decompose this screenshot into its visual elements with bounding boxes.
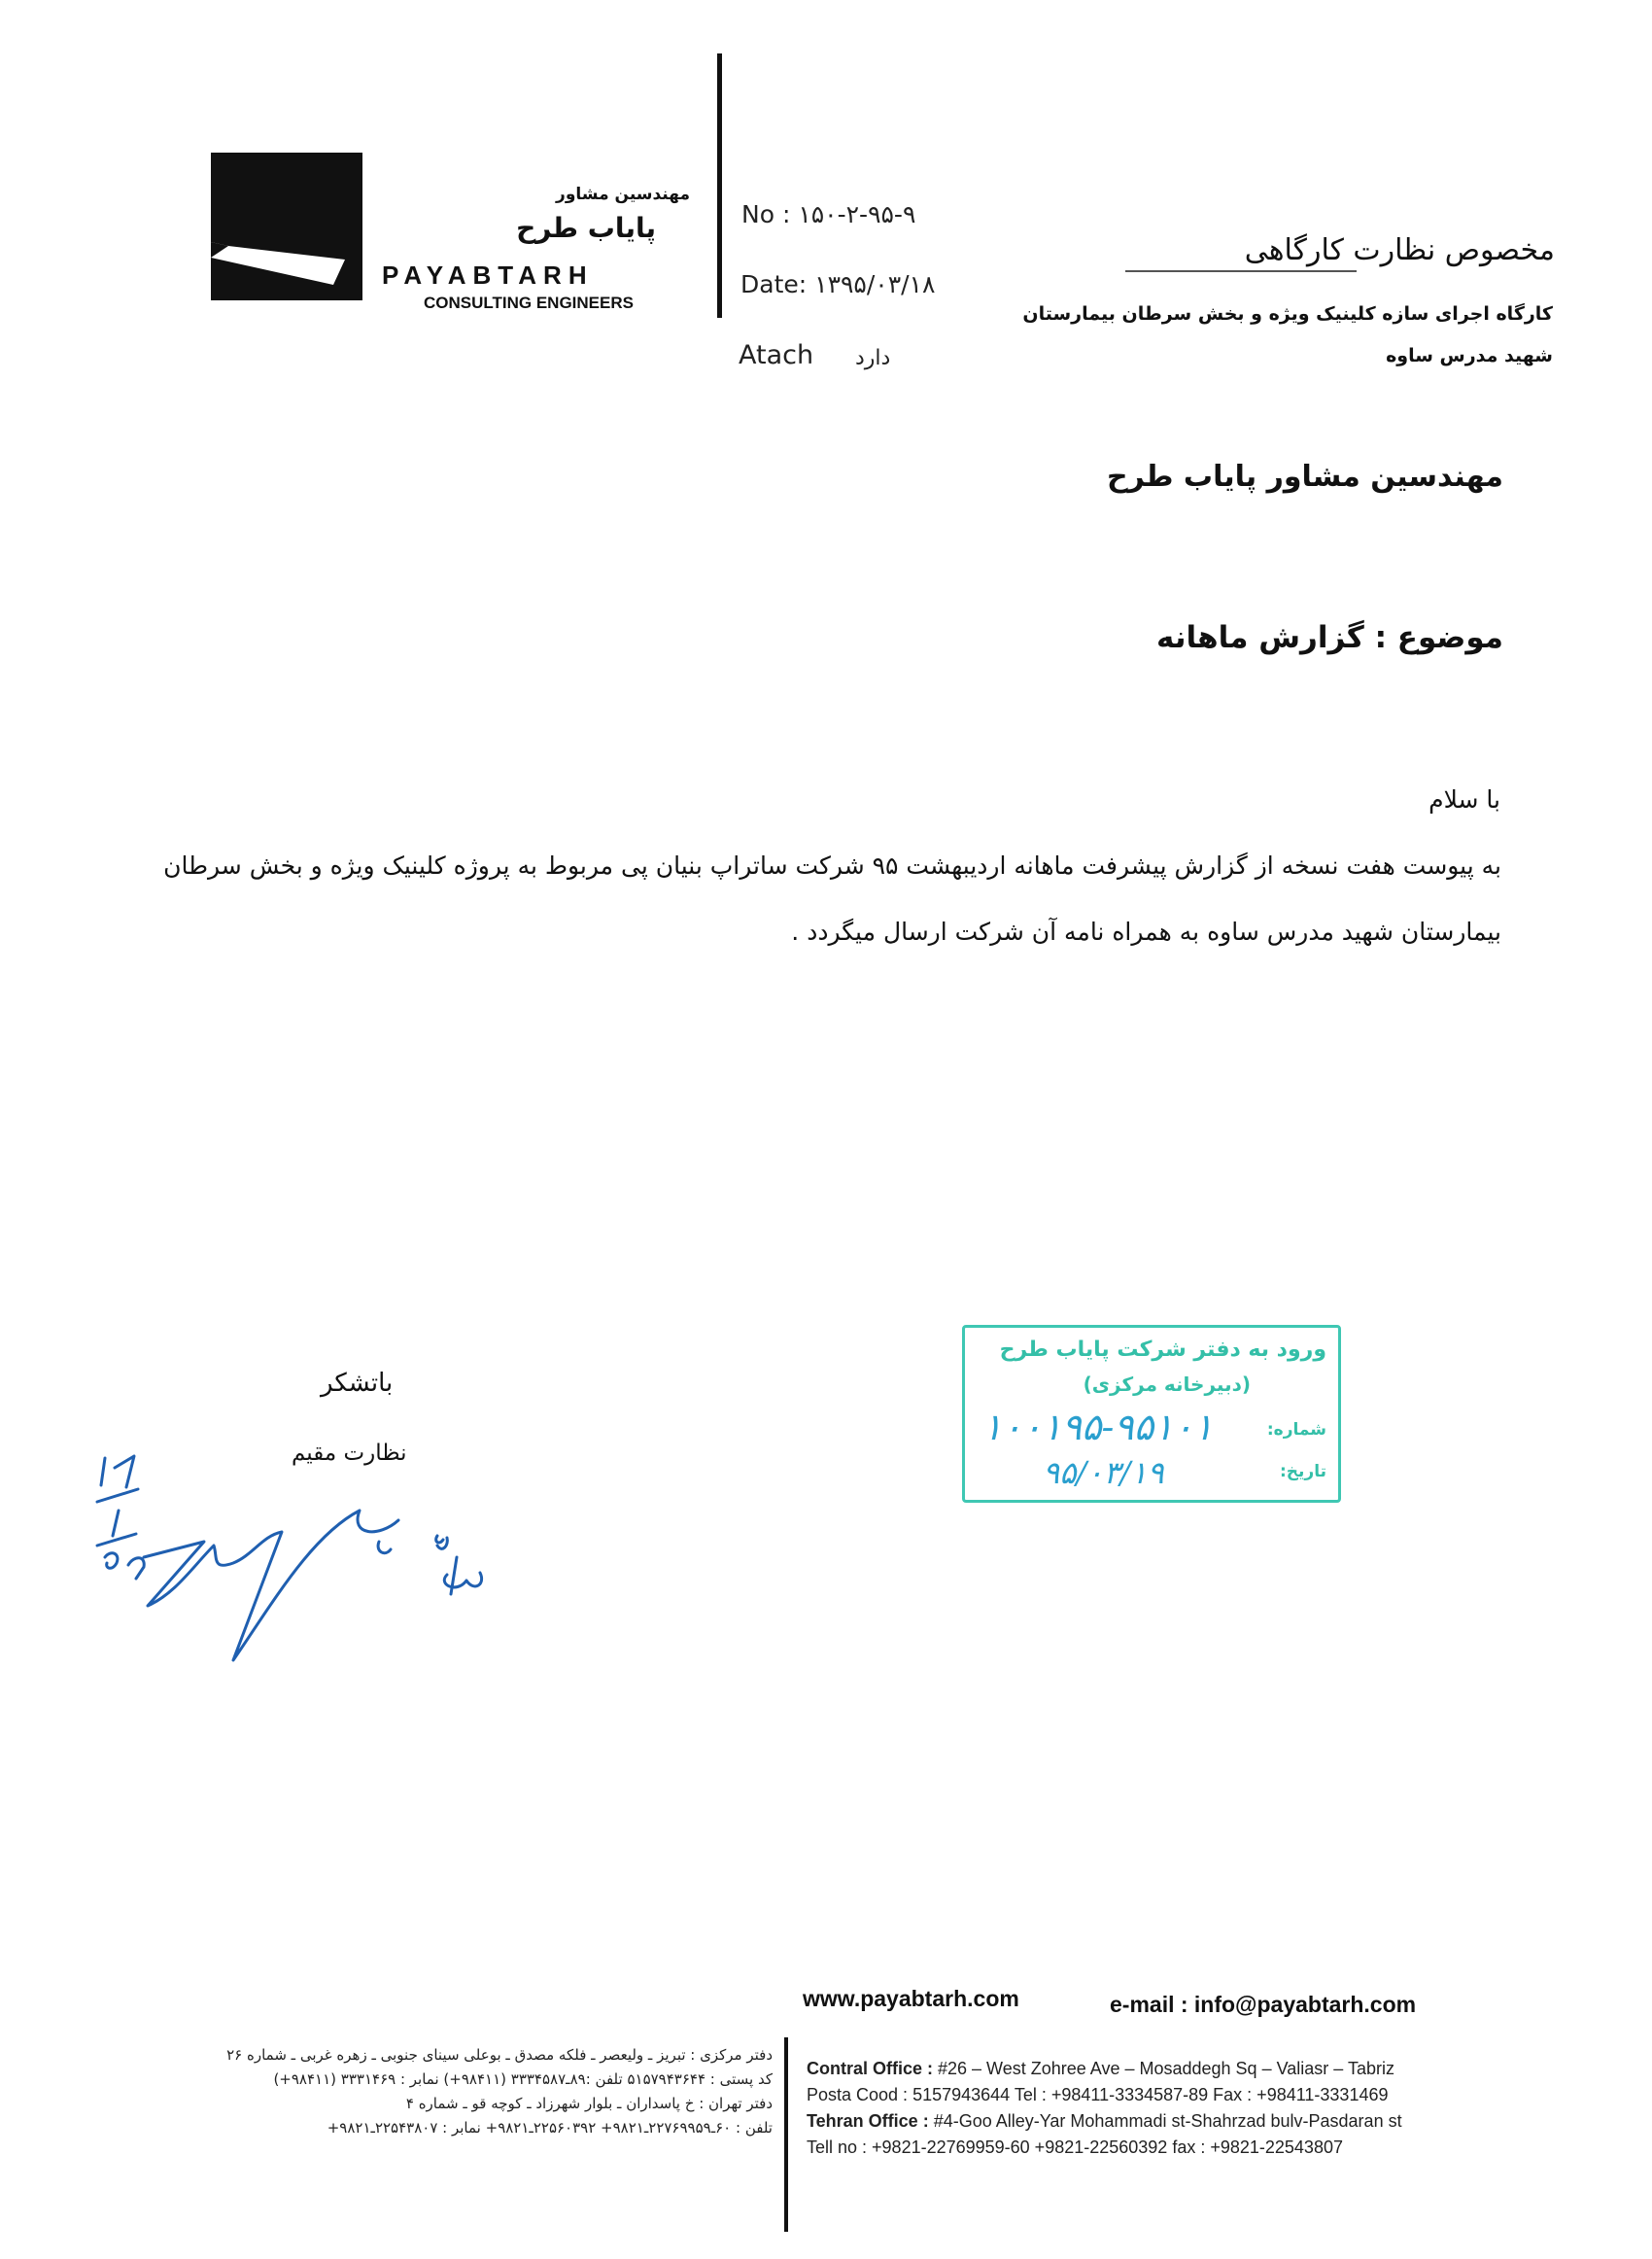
stamp-title: ورود به دفتر شرکت پایاب طرح xyxy=(999,1338,1326,1362)
letter-signatory: نظارت مقیم xyxy=(292,1441,407,1466)
footer-email[interactable]: e-mail : info@payabtarh.com xyxy=(1110,1992,1417,2017)
letter-greeting: با سلام xyxy=(1428,785,1500,814)
footer-en-tehran-label: Tehran Office : xyxy=(807,2111,929,2131)
footer-en-tehran-phones: Tell no : +9821-22769959-60 +9821-22560392 fax : +9821-22543807 xyxy=(807,2137,1343,2157)
stamp-date-value: ۹۵/۰۳/۱۹ xyxy=(1043,1454,1164,1491)
footer-fa-postal: کد پستی : ۵۱۵۷۹۴۳۶۴۴ تلفن :۸۹ـ۳۳۳۴۵۸۷ (۹۸۴۱۱+) نمابر : ۳۳۳۱۴۶۹ (۹۸۴۱۱+) xyxy=(273,2070,773,2088)
reference-number-label: No : xyxy=(741,200,791,228)
footer-website[interactable]: www.payabtarh.com xyxy=(803,1986,1019,2011)
reference-attach-label: Atach xyxy=(739,340,814,370)
stamp-number-label: شماره: xyxy=(1266,1420,1326,1440)
brand-en-name: PAYABTARH xyxy=(382,261,594,290)
stamp-date-label: تاریخ: xyxy=(1280,1462,1326,1481)
letter-closing: باتشکر xyxy=(321,1369,394,1398)
stamp-subtitle: (دبیرخانه مرکزی) xyxy=(1083,1373,1251,1396)
brand-fa-small: مهندسین مشاور xyxy=(556,185,690,204)
received-stamp xyxy=(962,1325,1341,1503)
header-underline xyxy=(1125,270,1357,272)
reference-date-label: Date: xyxy=(740,270,808,298)
reference-number-value: ۱۵۰-۲-۹۵-۹ xyxy=(798,200,916,228)
header-project: کارگاه اجرای سازه کلینیک ویژه و بخش سرطان بیمارستان xyxy=(1022,303,1553,325)
reference-number xyxy=(741,200,915,228)
footer-en-central-address: #26 – West Zohree Ave – Mosaddegh Sq – Valiasr – Tabriz xyxy=(933,2059,1394,2078)
brand-en-subtitle: CONSULTING ENGINEERS xyxy=(424,294,634,312)
handwritten-signature xyxy=(87,1448,554,1701)
reference-attach-value: دارد xyxy=(855,346,891,370)
footer-en-central-office xyxy=(807,2059,1394,2079)
footer-divider xyxy=(784,2037,788,2232)
header-city: شهید مدرس ساوه xyxy=(1386,345,1553,366)
header-title: مخصوص نظارت کارگاهی xyxy=(1244,233,1555,267)
letter-recipient: مهندسین مشاور پایاب طرح xyxy=(1106,460,1503,494)
payabtarh-logo xyxy=(211,153,362,300)
brand-fa-name: پایاب طرح xyxy=(516,212,656,244)
footer-fa-central-office: دفتر مرکزی : تبریز ـ ولیعصر ـ فلکه مصدق ـ بوعلی سینای جنوبی ـ زهره غربی ـ شماره ۲۶ xyxy=(226,2046,773,2064)
reference-date-value: ۱۳۹۵/۰۳/۱۸ xyxy=(814,270,936,298)
header-divider xyxy=(717,53,722,318)
stamp-number-value: ۱۰۰۱۹۵-۹۵۱۰۱ xyxy=(982,1406,1214,1448)
reference-date xyxy=(740,270,935,298)
footer-en-tehran-office xyxy=(807,2111,1402,2132)
letter-body: به پیوست هفت نسخه از گزارش پیشرفت ماهانه اردیبهشت ۹۵ شرکت ساتراپ بنیان پی مربوط به پروژه کلینیک ویژه و بخش سرطان بیمارستان شهید مدرس ساوه به همراه نامه آن شرکت ارسال میگردد . xyxy=(163,851,1501,946)
footer-fa-tehran-phones: تلفن : ۶۰ـ۲۲۷۶۹۹۵۹ـ۹۸۲۱+ ۲۲۵۶۰۳۹۲ـ۹۸۲۱+ نمابر : ۲۲۵۴۳۸۰۷ـ۹۸۲۱+ xyxy=(327,2119,773,2137)
footer-en-central-label: Contral Office : xyxy=(807,2059,934,2078)
footer-en-postal: Posta Cood : 5157943644 Tel : +98411-3334587-89 Fax : +98411-3331469 xyxy=(807,2085,1389,2104)
letter-subject: موضوع : گزارش ماهانه xyxy=(1156,620,1503,655)
footer-en-tehran-address: #4-Goo Alley-Yar Mohammadi st-Shahrzad bulv-Pasdaran st xyxy=(928,2111,1402,2131)
footer-fa-tehran-office: دفتر تهران : خ پاسداران ـ بلوار شهرزاد ـ کوچه قو ـ شماره ۴ xyxy=(405,2095,773,2112)
